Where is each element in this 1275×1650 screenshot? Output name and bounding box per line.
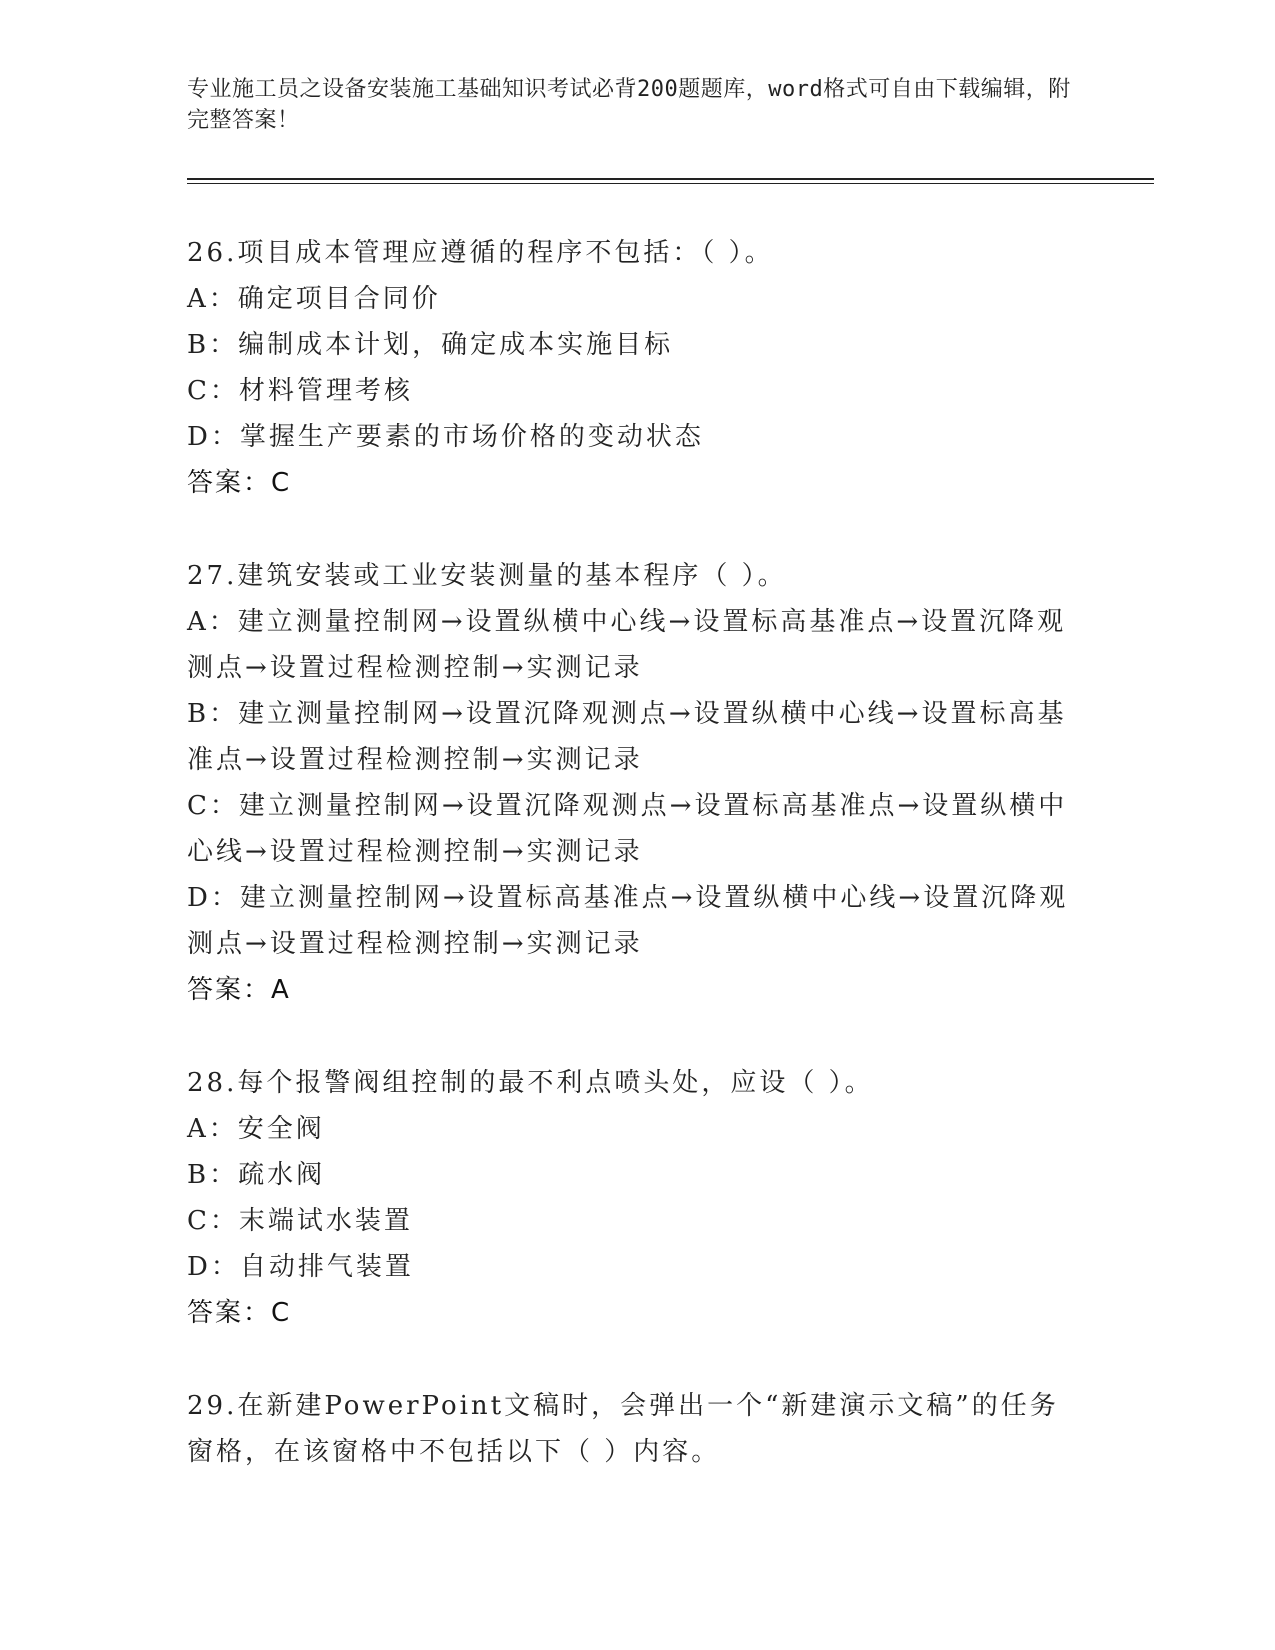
option-a: A：建立测量控制网→设置纵横中心线→设置标高基准点→设置沉降观测点→设置过程检测控制→实测记录 (187, 607, 1067, 683)
question-26 (187, 230, 1087, 506)
option-c: C：材料管理考核 (187, 376, 413, 406)
option-c: C：建立测量控制网→设置沉降观测点→设置标高基准点→设置纵横中心线→设置过程检测控制→实测记录 (187, 791, 1068, 867)
question-28 (187, 1060, 1087, 1336)
header-rule-thin (187, 183, 1154, 184)
option-b: B：疏水阀 (187, 1160, 326, 1190)
question-27 (187, 553, 1087, 1013)
option-d: D：建立测量控制网→设置标高基准点→设置纵横中心线→设置沉降观测点→设置过程检测控制→实测记录 (187, 883, 1069, 959)
question-stem: 27.建筑安装或工业安装测量的基本程序（ ）。 (187, 561, 787, 591)
answer-line: 答案：A (187, 975, 291, 1005)
question-29 (187, 1383, 1087, 1475)
header-rule-thick (187, 178, 1154, 180)
question-stem: 26.项目成本管理应遵循的程序不包括：（ ）。 (187, 238, 774, 268)
option-a: A：安全阀 (187, 1114, 325, 1144)
option-b: B：建立测量控制网→设置沉降观测点→设置纵横中心线→设置标高基准点→设置过程检测控制→实测记录 (187, 699, 1067, 775)
document-header: 专业施工员之设备安装施工基础知识考试必背200题题库，word格式可自由下载编辑，附完整答案！ (187, 77, 1071, 133)
question-list (187, 230, 1087, 1522)
question-stem: 28.每个报警阀组控制的最不利点喷头处，应设（ ）。 (187, 1068, 874, 1098)
option-c: C：末端试水装置 (187, 1206, 413, 1236)
answer-line: 答案：C (187, 1298, 292, 1328)
question-stem: 29.在新建PowerPoint文稿时，会弹出一个“新建演示文稿”的任务窗格，在该窗格中不包括以下（ ）内容。 (187, 1391, 1059, 1467)
option-d: D：掌握生产要素的市场价格的变动状态 (187, 422, 704, 452)
option-a: A：确定项目合同价 (187, 284, 441, 314)
option-d: D：自动排气装置 (187, 1252, 414, 1282)
option-b: B：编制成本计划，确定成本实施目标 (187, 330, 674, 360)
answer-line: 答案：C (187, 468, 292, 498)
